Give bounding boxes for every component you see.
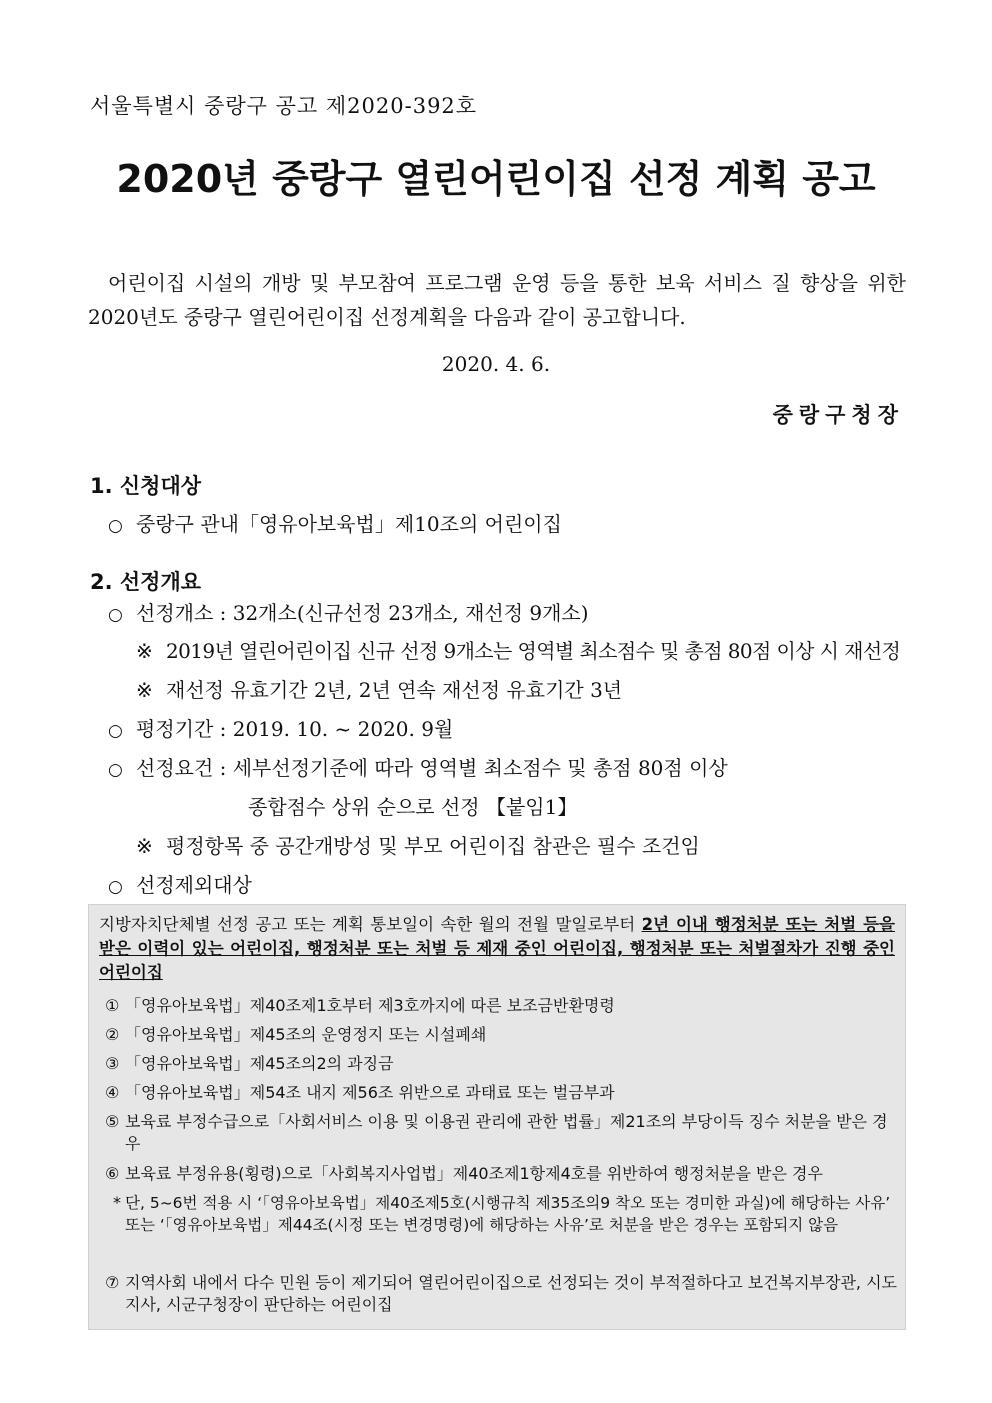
overview-count-text: 선정개소 : 32개소(신규선정 23개소, 재선정 9개소) [136,601,589,625]
exclusion-item [105,1111,897,1155]
overview-exclusion-text: 선정제외대상 [136,873,252,897]
exclusion-item [105,995,897,1017]
overview-note-3-text: 평정항목 중 공간개방성 및 부모 어린이집 참관은 필수 조건임 [166,834,700,858]
exclusion-box [88,904,906,1330]
target-item [108,508,562,537]
item-text: 보육료 부정유용(횡령)으로「사회복지사업법」제40조제1항제4호를 위반하여 행정처분을 받은 경우 [125,1164,823,1183]
item-number: ① [105,996,120,1015]
exclusion-lead-plain: 지방자치단체별 선정 공고 또는 계획 통보일이 속한 월의 전월 말일로부터 [99,915,642,934]
item-text: 「영유아보육법」제54조 내지 제56조 위반으로 과태료 또는 벌금부과 [125,1083,615,1102]
item-text: 「영유아보육법」제40조제1호부터 제3호까지에 따른 보조금반환명령 [125,996,615,1015]
exclusion-item [105,1053,897,1075]
overview-period-text: 평정기간 : 2019. 10. ~ 2020. 9월 [136,717,454,741]
intro-text: 어린이집 시설의 개방 및 부모참여 프로그램 운영 등을 통한 보육 서비스 질 향상을 위한 2020년도 중랑구 열린어린이집 선정계획을 다음과 같이 공고합니다. [88,271,906,329]
exclusion-item [105,1024,897,1046]
overview-requirement-line-2: 종합점수 상위 순으로 선정 【붙임1】 [248,795,578,819]
exclusion-item [105,1163,897,1185]
bullet: ○ [108,605,123,625]
section-heading-target: 1. 신청대상 [90,474,202,498]
exclusion-note [105,1192,897,1236]
note-mark: * [113,1193,121,1212]
overview-requirement [108,752,728,781]
reference-mark: ※ [136,678,153,702]
item-text: 「영유아보육법」제45조의2의 과징금 [125,1054,394,1073]
intro-paragraph [88,266,906,334]
item-number: ③ [105,1054,120,1073]
overview-requirement-text: 선정요건 : 세부선정기준에 따라 영역별 최소점수 및 총점 80점 이상 [136,756,728,780]
item-number: ② [105,1025,120,1044]
overview-note-2 [136,674,622,703]
overview-period [108,713,453,742]
section-heading-overview: 2. 선정개요 [90,570,202,594]
notice-number: 서울특별시 중랑구 공고 제2020-392호 [90,94,478,118]
overview-note-3 [136,830,700,859]
page-title: 2020년 중랑구 열린어린이집 선정 계획 공고 [116,157,876,201]
item-number: ⑦ [105,1273,120,1292]
target-item-text: 중랑구 관내「영유아보육법」제10조의 어린이집 [136,512,562,536]
item-number: ④ [105,1083,120,1102]
item-text: 지역사회 내에서 다수 민원 등이 제기되어 열린어린이집으로 선정되는 것이 부적절하다고 보건복지부장관, 시도지사, 시군구청장이 판단하는 어린이집 [125,1273,898,1314]
bullet: ○ [108,516,123,536]
signer: 중랑구청장 [772,402,904,427]
exclusion-item [105,1272,897,1316]
item-number: ⑤ [105,1112,120,1131]
item-text: 「영유아보육법」제45조의 운영정지 또는 시설폐쇄 [125,1025,487,1044]
overview-count [108,597,589,626]
exclusion-lead-emphasis: 2년 이내 행정처분 또는 처벌 등을 받은 이력이 있는 어린이집, 행정처분 또는 처벌 등 제재 중인 어린이집, 행정처분 또는 처벌절차가 진행 중인 어린이집 [99,915,895,982]
note-text: 단, 5~6번 적용 시 ‘「영유아보육법」제40조제5호(시행규칙 제35조의9 착오 또는 경미한 과실)에 해당하는 사유’ 또는 ‘「영유아보육법」제44조(시정 또는 변경명령)에 해당하는 사유’로 처분을 받은 경우는 포함되지 않음 [125,1194,891,1234]
exclusion-lead [99,913,895,985]
reference-mark: ※ [136,834,153,858]
item-text: 보육료 부정수급으로「사회서비스 이용 및 이용권 관리에 관한 법률」제21조의 부당이득 징수 처분을 받은 경우 [125,1112,888,1153]
overview-exclusion [108,869,252,898]
item-number: ⑥ [105,1164,120,1183]
overview-note-1 [136,635,900,664]
bullet: ○ [108,760,123,780]
exclusion-item [105,1082,897,1104]
overview-note-2-text: 재선정 유효기간 2년, 2년 연속 재선정 유효기간 3년 [166,678,623,702]
bullet: ○ [108,721,123,741]
notice-date: 2020. 4. 6. [441,352,551,376]
reference-mark: ※ [136,639,153,663]
bullet: ○ [108,877,123,897]
overview-note-1-text: 2019년 열린어린이집 신규 선정 9개소는 영역별 최소점수 및 총점 80점 이상 시 재선정 [166,639,901,663]
